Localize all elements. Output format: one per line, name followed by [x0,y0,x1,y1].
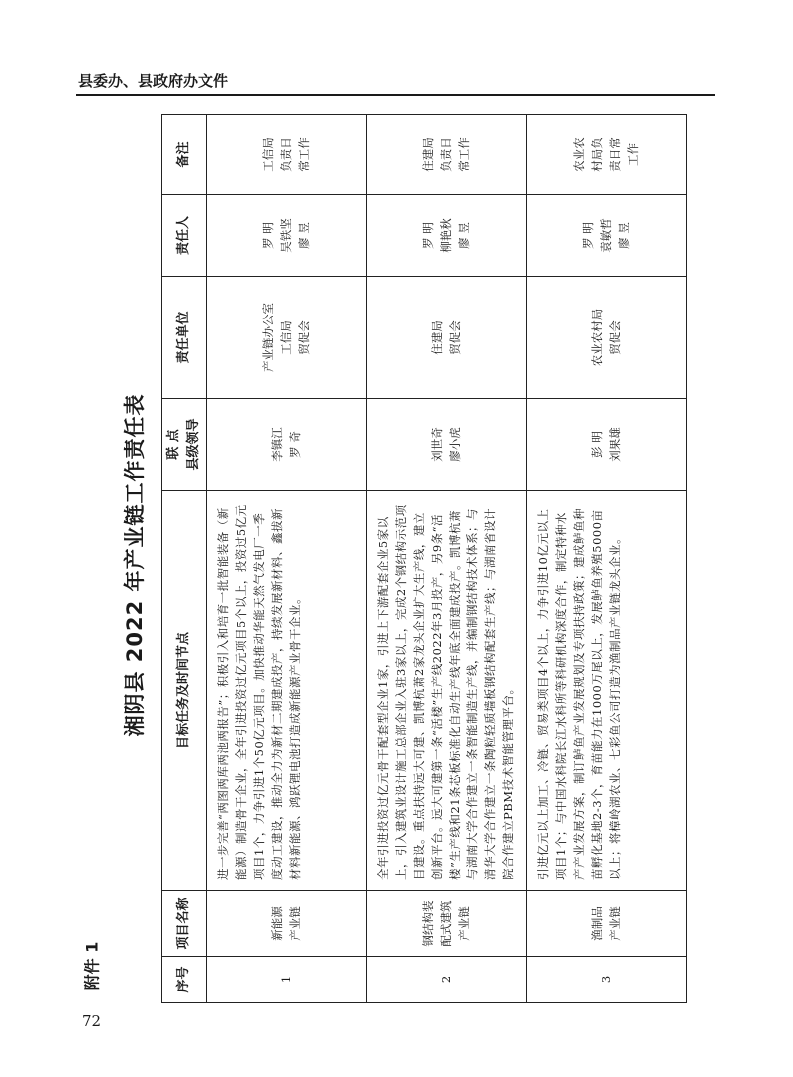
cell-remark [367,115,527,195]
cell-line: 产业链 [456,906,471,941]
cell-leader [207,399,367,491]
cell-unit [527,277,687,399]
cell-person [367,195,527,277]
cell-tasks: 进一步完善“两图两库两池两报告”；积极引入和培育一批智能装备（新能源）制造骨干企业，全年引进投资过亿元项目5个以上，投资过5亿元项目1个，力争引进1个50亿元项目。加快推动华能天然气发电厂一季度动工建设，推动全力为新材二期建成投产，持续发展新材料、鑫拔新材料新能源、鸿跃锂电池打造成新能源产业骨干企业。 [207,491,367,891]
cell-line: 住建局 [421,137,436,172]
header-rule [76,94,715,96]
cell-index: 2 [367,957,527,1003]
cell-remark [527,115,687,195]
cell-leader [367,399,527,491]
table-row [527,115,687,1003]
cell-index: 1 [207,957,367,1003]
cell-person [527,195,687,277]
table-row [367,115,527,1003]
cell-name [207,891,367,957]
document-header: 县委办、县政府办文件 [78,72,229,90]
header-index: 序号 [162,957,207,1003]
cell-line: 产业链 [607,906,622,941]
cell-line: 罗 明 [581,222,596,249]
cell-line: 农业农 [572,137,587,172]
cell-line: 工信局 [278,320,293,355]
cell-line: 贸促会 [607,320,622,355]
cell-line: 住建局 [429,320,444,355]
cell-unit [207,277,367,399]
cell-line: 廖 昱 [616,222,631,249]
cell-person [207,195,367,277]
cell-line: 新能源 [269,906,284,941]
cell-line: 常工作 [456,137,471,172]
cell-index: 3 [527,957,687,1003]
cell-line: 钢结构装 [421,900,436,947]
cell-line: 刘果雄 [607,427,622,462]
header-leader-line: 县级领导 [186,418,202,471]
cell-line: 村局负 [589,137,604,172]
table-header-row [162,115,207,1003]
header-unit: 责任单位 [162,277,207,399]
cell-line: 廖小虎 [447,427,462,462]
cell-tasks: 全年引进投资过亿元骨干配套型企业1家，引进上下游配套企业5家以上，引入建筑业设计施工总部企业入驻3家以上，完成2个钢结构示范项目建设。重点扶持远大可建、凯博杭萧2家龙头企业扩大生产线，建立创新平台。远大可建第一条“活楼”生产线2022年3月投产，另9条“活楼”生产线和21条芯板标准化自动生产线年底全面建成投产。凯博杭萧与湖南大学合作建立一条智能制造生产线，并编制钢结构技术体系；与清华大学合作建立一条陶粒轻质墙板钢结构配套生产线；与湖南省设计院合作建立PBM技术智能管理平台。 [367,491,527,891]
rotated-table-container [161,115,685,1003]
cell-line: 配式建筑 [438,900,453,947]
cell-line: 刘世奇 [429,427,444,462]
cell-line: 彭 明 [589,431,604,458]
cell-line: 负责日 [438,137,453,172]
cell-name [527,891,687,957]
cell-leader [527,399,687,491]
table-row [207,115,367,1003]
cell-line: 罗 奇 [287,431,302,458]
cell-line: 产业链办公室 [261,303,276,372]
header-leader-line: 联 点 [166,429,181,460]
cell-line: 贸促会 [447,320,462,355]
cell-line: 工作 [625,143,640,166]
cell-line: 贸促会 [296,320,311,355]
cell-remark [207,115,367,195]
cell-line: 柳艳秋 [438,218,453,253]
cell-tasks: 引进亿元以上加工、冷链、贸易类项目4个以上，力争引进10亿元以上项目1个；与中国水科院长江水科所等科研机构深度合作，制定特种水产产业发展方案，制订鲈鱼产业发展规划及专项扶持政策；建成鲈鱼种苗孵化基地2-3个，育苗能力在1000万尾以上，发展鲈鱼养殖5000亩以上；将樟岭湖农业、七彩鱼公司打造为渔制品产业链龙头企业。 [527,491,687,891]
header-leader [162,399,207,491]
cell-line: 袁敏哲 [598,218,613,253]
cell-line: 罗 明 [421,222,436,249]
cell-line: 工信局 [261,137,276,172]
cell-line: 李镇江 [269,427,284,462]
cell-line: 产业链 [287,906,302,941]
attachment-label: 附件 1 [82,941,102,991]
cell-line: 吴铁坚 [278,218,293,253]
header-tasks: 目标任务及时间节点 [162,491,207,891]
cell-name [367,891,527,957]
cell-unit [367,277,527,399]
table-title: 湘阴县 2022 年产业链工作责任表 [123,393,147,737]
cell-line: 廖 昱 [456,222,471,249]
responsibility-table [161,114,687,1003]
page-number: 72 [82,1012,102,1030]
cell-line: 责日常 [607,137,622,172]
cell-line: 负责日 [278,137,293,172]
header-person: 责任人 [162,195,207,277]
cell-line: 罗 明 [261,222,276,249]
cell-line: 农业农村局 [589,308,604,367]
cell-line: 渔制品 [589,906,604,941]
cell-line: 廖 昱 [296,222,311,249]
header-name: 项目名称 [162,891,207,957]
header-remark: 备注 [162,115,207,195]
cell-line: 常工作 [296,137,311,172]
